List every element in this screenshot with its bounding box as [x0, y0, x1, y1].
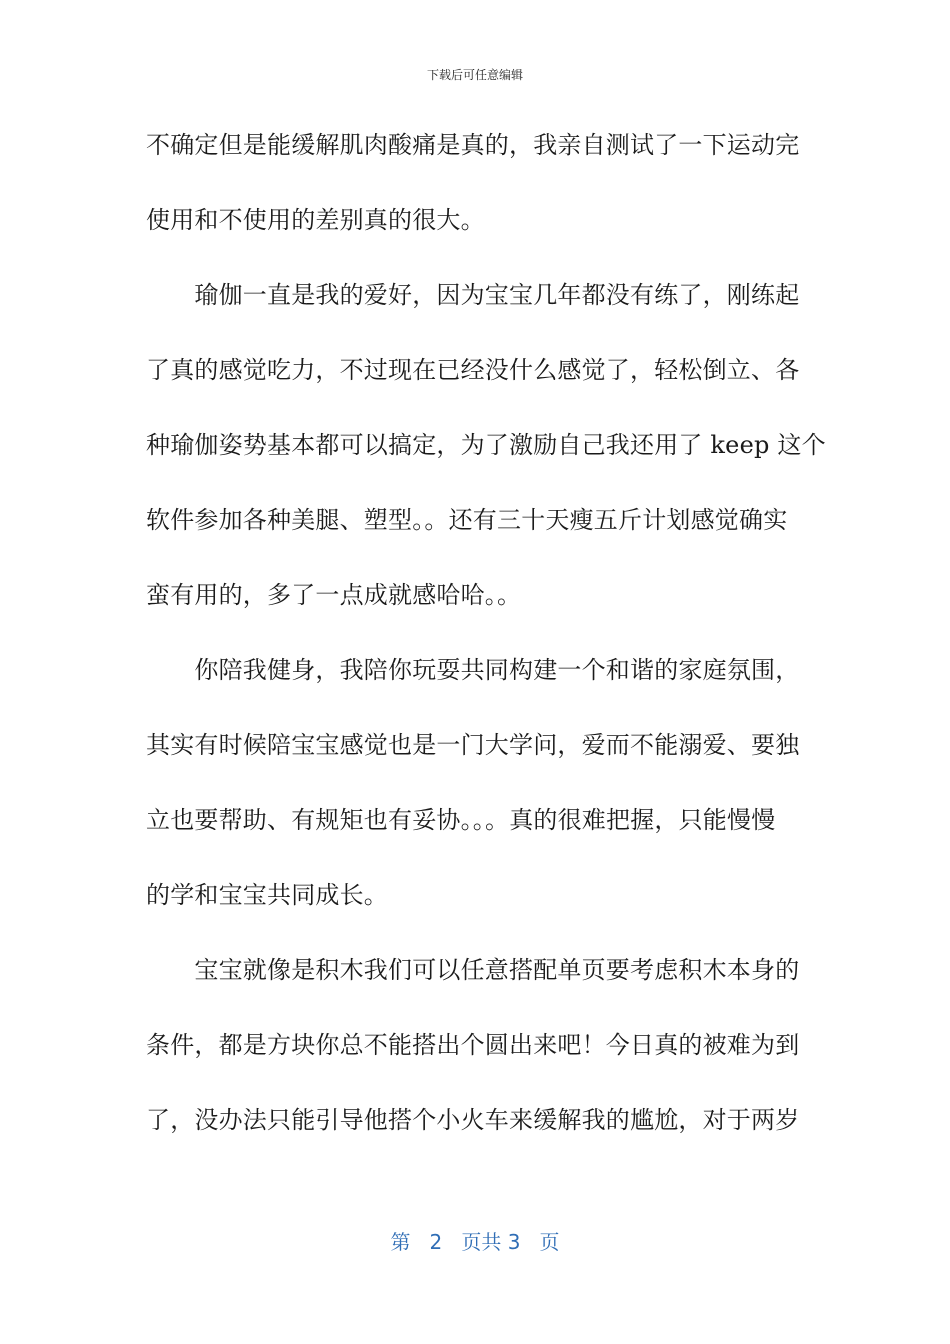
footer-current-page: 2: [429, 1230, 443, 1254]
footer-total-pages: 3: [507, 1230, 521, 1254]
body-line: 种瑜伽姿势基本都可以搞定，为了激励自己我还用了 keep 这个: [146, 431, 826, 459]
body-line: 你陪我健身，我陪你玩耍共同构建一个和谐的家庭氛围，: [146, 656, 800, 684]
footer-label-end: 页: [539, 1230, 560, 1254]
body-line: 不确定但是能缓解肌肉酸痛是真的，我亲自测试了一下运动完: [146, 131, 800, 159]
header-note: 下载后可任意编辑: [426, 68, 523, 82]
body-line: 立也要帮助、有规矩也有妥协。。。真的很难把握，只能慢慢: [146, 806, 776, 834]
body-line: 宝宝就像是积木我们可以任意搭配单页要考虑积木本身的: [146, 956, 800, 984]
footer-label-page: 第: [390, 1230, 411, 1254]
body-line: 瑜伽一直是我的爱好，因为宝宝几年都没有练了，刚练起: [146, 281, 800, 309]
body-line: 蛮有用的，多了一点成就感哈哈。。: [146, 581, 522, 609]
body-line: 了，没办法只能引导他搭个小火车来缓解我的尴尬，对于两岁: [146, 1106, 800, 1134]
body-line: 软件参加各种美腿、塑型。。还有三十天瘦五斤计划感觉确实: [146, 506, 788, 534]
footer-label-of: 页共: [461, 1230, 502, 1254]
body-line: 使用和不使用的差别真的很大。: [146, 206, 485, 234]
body-line: 其实有时候陪宝宝感觉也是一门大学问，爱而不能溺爱、要独: [146, 731, 800, 759]
body-line: 了真的感觉吃力，不过现在已经没什么感觉了，轻松倒立、各: [146, 356, 800, 384]
body-line: 的学和宝宝共同成长。: [146, 881, 388, 909]
body-line: 条件，都是方块你总不能搭出个圆出来吧！今日真的被难为到: [146, 1031, 800, 1059]
page-footer: [0, 1226, 950, 1255]
